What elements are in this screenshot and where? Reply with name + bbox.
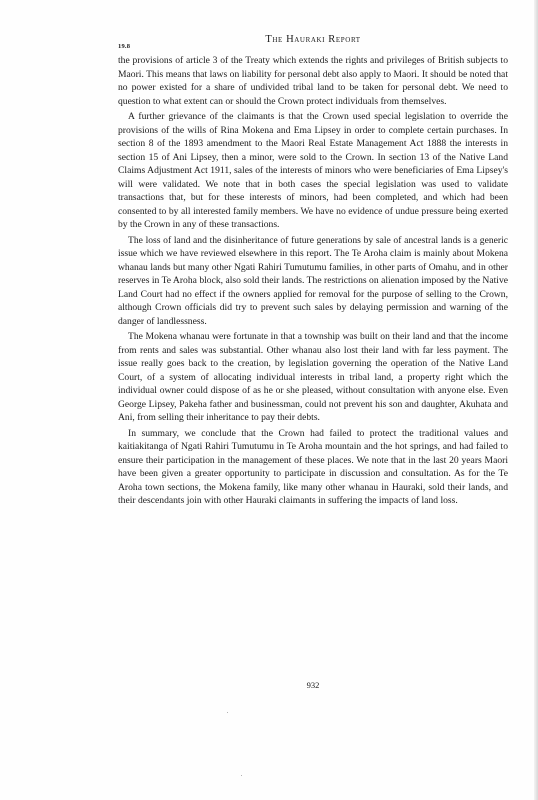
page-edge-shadow (534, 0, 538, 800)
running-head: The Hauraki Report (265, 34, 361, 45)
page-number: 932 (306, 680, 320, 690)
section-number: 19.8 (118, 43, 131, 50)
page-header (118, 34, 508, 50)
paragraph: The loss of land and the disinheritance of future generations by sale of ancestral lands is a generic issue which we have reviewed elsewhere in this report. The Te Aroha claim is mainly about Mokena whanau lands but many other Ngati Rahiri Tumutumu families, in other parts of Omahu, and in other reserves in Te Aroha block, also sold their lands. The restrictions on alienation imposed by the Native Land Court had no effect if the owners applied for removal for the purpose of selling to the Crown, although Crown officials did try to prevent such sales by delaying permission and warning of the danger of landlessness. (118, 234, 508, 327)
paragraph-continued: the provisions of article 3 of the Treaty which extends the rights and privileges of British subjects to Maori. This means that laws on liability for personal debt also apply to Maori. It should be noted that no power existed for a share of undivided tribal land to be taken for personal debt. We need to question to what extent can or should the Crown protect individuals from themselves. (118, 55, 508, 107)
body-text (118, 54, 508, 510)
paragraph: A further grievance of the claimants is that the Crown used special legislation to override the provisions of the wills of Rina Mokena and Ema Lipsey in order to complete certain purchases. In section 8 of the 1893 amendment to the Maori Real Estate Management Act 1888 the interests in section 15 of Ani Lipsey, then a minor, were sold to the Crown. In section 13 of the Native Land Claims Adjustment Act 1911, sales of the interests of minors who were beneficiaries of Ema Lipsey's will were validated. We note that in both cases the special legislation was used to validate transactions that, but for these interests of minors, had been completed, and which had been consented to by all interested family members. We have no evidence of undue pressure being exerted by the Crown in any of these transactions. (118, 111, 508, 230)
scan-speck (227, 712, 228, 713)
paragraph: The Mokena whanau were fortunate in that a township was built on their land and that the income from rents and sales was substantial. Other whanau also lost their land with far less payment. The issue really goes back to the creation, by legislation governing the operation of the Native Land Court, of a system of allocating individual interests in tribal land, a property right which the individual owner could dispose of as he or she pleased, without consultation with anyone else. Even George Lipsey, Pakeha father and businessman, could not prevent his son and daughter, Akuhata and Ani, from selling their inheritance to pay their debts. (118, 331, 508, 423)
paragraph: In summary, we conclude that the Crown had failed to protect the traditional values and kaitiakitanga of Ngati Rahiri Tumutumu in Te Aroha mountain and the hot springs, and had failed to ensure their participation in the management of these places. We note that in the last 20 years Maori have been given a greater opportunity to participate in discussion and consultation. As for the Te Aroha town sections, the Mokena family, like many other whanau in Hauraki, sold their lands, and their descendants join with other Hauraki claimants in suffering the impacts of land loss. (118, 427, 508, 506)
scan-speck (241, 775, 242, 776)
